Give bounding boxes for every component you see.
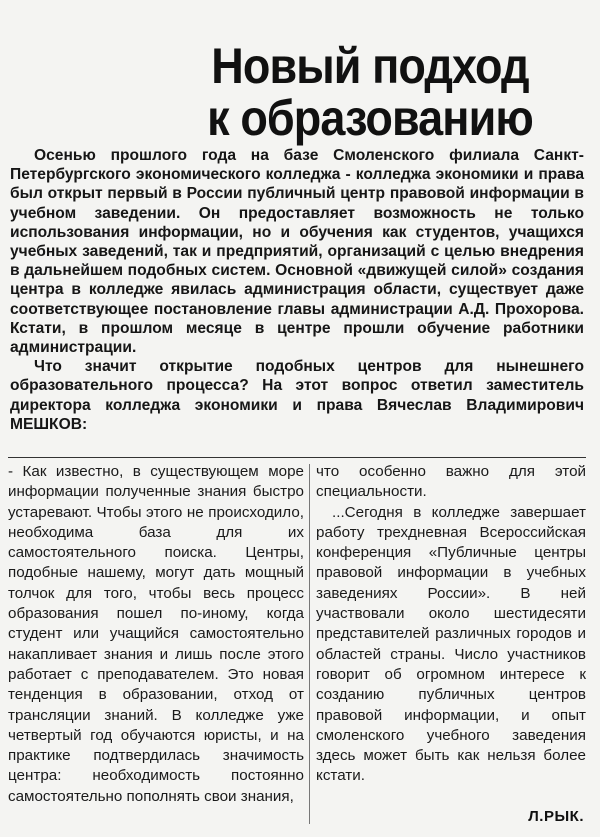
interview-answer: - Как известно, в существующем море информации полученные знания быстро устаревают. Чтобы этого не происходило, необходима база для их самостоятельного поиска. Центры, подобные нашему, могут дать мощный толчок для того, чтобы весь процесс образования пошел по-иному, когда студент или учащийся самостоятельно накапливает знания и лишь после этого работает с преподавателем. Это новая тенденция в образовании, отход от трансляции знаний. В колледже уже четвертый год обучаются юристы, и на практике подтвердилась значимость центра: необходимость постоянно самостоятельно пополнять свои знания, bbox=[8, 463, 304, 805]
headline-line-2: к образованию bbox=[207, 89, 533, 146]
lead-paragraph-1: Осенью прошлого года на базе Смоленского филиала Санкт-Петербургского экономического колледжа - колледжа экономики и права был открыт первый в России публичный центр правовой информации в учебном заведении. Он предоставляет возможность не только использования информации, но и обучения как студентов, учащихся учебных заведений, так и предприятий, организаций с целью внедрения в дальнейшем подобных систем. Основной «движущей силой» создания центра в колледже явилась администрация области, существует даже соответствующее постановление главы администрации А.Д. Прохорова. Кстати, в прошлом месяце в центре прошли обучение работники администрации. bbox=[10, 147, 584, 357]
headline-line-1: Новый подход bbox=[211, 37, 529, 94]
article-column-right bbox=[316, 462, 586, 787]
author-signature: Л.РЫК. bbox=[528, 808, 584, 825]
section-divider bbox=[8, 457, 586, 458]
column-divider bbox=[309, 464, 310, 824]
article-headline bbox=[172, 37, 568, 146]
lead-paragraph-2: Что значит открытие подобных центров для нынешнего образовательного процесса? На этот вопрос ответил заместитель директора колледжа экономики и права Вячеслав Владимирович МЕШКОВ: bbox=[10, 358, 584, 433]
article-lead bbox=[10, 146, 584, 434]
conference-paragraph: ...Сегодня в колледже завершает работу трехдневная Всероссийская конференция «Публичные центры правовой информации в учебных заведениях России». В ней участвовали около шестидесяти представителей различных городов и областей страны. Число участников говорит об огромном интересе к созданию публичных центров правовой информации, и опыт смоленского учебного заведения здесь может быть как нельзя более кстати. bbox=[316, 503, 586, 785]
article-column-left bbox=[8, 462, 304, 807]
interview-answer-continued: что особенно важно для этой специальности. bbox=[316, 463, 586, 501]
